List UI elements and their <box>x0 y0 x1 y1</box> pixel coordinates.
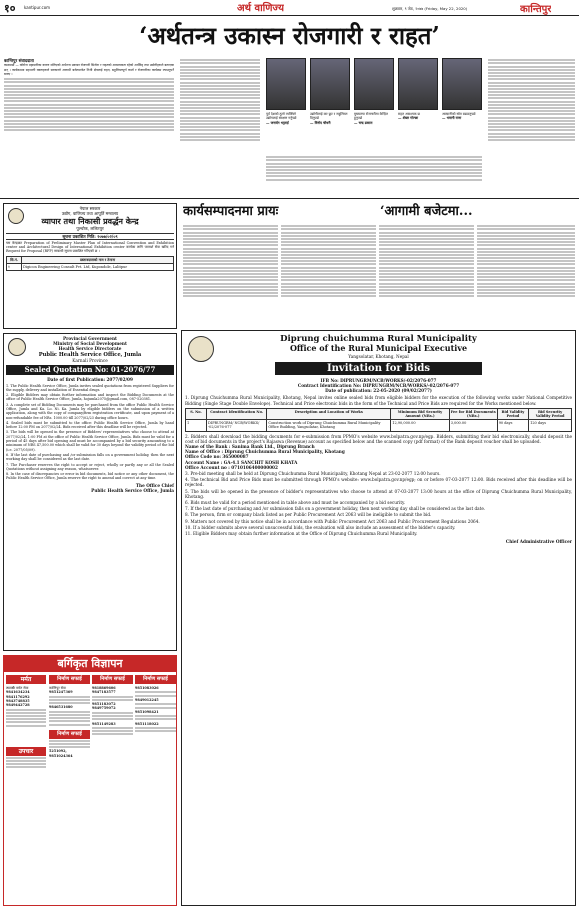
classified-col-1: मर्मत ठ्याक्कै मर्मत सेवा 9841634234 9841176292 9843748835 9849442728 उपचार <box>6 675 46 905</box>
portrait-text-row <box>266 155 482 196</box>
portrait-caption-3: मुख्यतया रोजगारीमा केन्द्रित हुनुपर्छ — चन्द्र ढकाल <box>354 112 388 125</box>
bid-item-7: 7. If the last date of purchasing and /or submission falls on a government holiday, then next working day shall be considered as the last date. <box>185 506 486 512</box>
portrait-caption-2: उद्योगीलाई कर छुट र सहुलियत दिनुपर्छ — विनोद चौधरी <box>310 112 348 125</box>
bid-item-8: 8. The person, firm or company black listed as per Public Procurement Act 2063 will be ineligible to submit the bid. <box>185 512 432 518</box>
quotation-item-3: 3. A complete set of Bidding Documents may be purchased from the office Public Health Service Office, Jumla and Ka. Lo. Ni. Ka. Jumla by eligible bidders on the submission of a written application, along with the copy of company/firm registration certificate, and upon payment of a non-refundable fee of NRs. 1000.00 till 2077/02/23 during office hours. <box>6 402 174 420</box>
masthead <box>0 0 579 16</box>
classified-col-4: निर्माण सफाई 9851083026 9849012245 9851098421 9851118022 <box>135 675 176 905</box>
subhead-left: कार्यसम्पादनमा प्रायः <box>183 204 279 219</box>
signatory: Chief Administrative Officer <box>505 539 572 545</box>
quotation-item-7: 7. The Purchaser reserves the right to accept or reject, wholly or partly any or all the Sealed Quotations without assigning any reason, whatsoever. <box>6 462 174 471</box>
nepal-emblem <box>8 338 26 356</box>
invitation-for-bids: Diprung chuichumma Rural Municipality Office of the Rural Municipal Executive Yangsolatar, Khotang, Nepal Invitation for Bids IFB No: DIPRUNGRM/NCB/WORKS/-02/2076-077 Contract Identification No: DIPRUNGRM/NCB/WORKS/-02/2076-077 Date of publication: 22-05-2020 (09/02/2077) 1. Diprung Chuichumma Rural Municipality, Khotang, Nepal invites online sealed bids from eligible bidders for the execution of the following works under National Competitive Bidding (Single Stage Double Envelope). Technical and Price electronic bids in the form of the Technical and Price Bids are required for the Works mentioned below. S. No. Contract Identification No. Description and Location of Works Minimum Bid Security Amount (NRs.) Fee for Bid Documents (NRs.) Bid Validity Period Bid Security Validity Period 1 DIPRUNGRM/ NCB/WORKS/ -02/2076-077 Construction work of Diprung Chuichumma Rural Municipality Office Building, Yangsolatar, Khotang 12,90,000.00 3,000.00 90 days 120 days 2. Bidders shall download the bidding documents for e-submission from PPMO's website www.bolpatra.gov.np/egp. Bidders, submitting their bid electronically, should deposit the cost of bid documents in the project's Rajaswa (Revenue) account as specified below and the scanned copy (pdf format) of the Bank deposit voucher shall be uploaded. Name of the Bank : Sanima Bank Ltd., Diprung Branch Name of Office : Diprung Chuichumma Rural Municipality, Khotang Office Code no: 365000087 Account Name : GA-4.1 SANCHIT KOSH KHATA Office Account no : 0710106400000002 3. Pre-bid meeting shall be held at Diprung Chuichumma Rural Municipality, Khotang Nepal at 23-02-2077 12:00 hours. 4. The technical Bid and Price Bids must be submitted through PPMO's website: www.bolpatra.gov.np/egp; on or before 07-03-2077 12:00. Bids received after this deadline will be rejected. 5. The bids will be opened in the presence of bidder's representatives who choose to attend at 07-03-2077 13:00 hours at the office of Diprung Chuichumma Rural Municipality, Khotang. 6. Bids must be valid for a period mentioned in table above and must be accompanied by a bid security. 7. If the last date of purchasing and /or submission falls on a government holiday, then next working day shall be considered as the last date. 8. The person, firm or company black listed as per Public Procurement Act 2063 will be ineligible to submit the bid. 9. Matters not covered by this notice shall be in accordance with Public Procurement Act 2063 and Public Procurement Regulations 2064. 10. If a bidder submits above several unsuccessful bids, the evaluation will also include an assessment of the bidder's capacity. 11. Eligible Bidders may obtain further information at the Office of Diprung Chuichumma Rural Municipality. Chief Administrative Officer <box>181 330 576 906</box>
divider <box>0 198 579 199</box>
quotation-item-1: 1. The Public Health Service Office, Jumla invites sealed quotations from registered Suppliers for the supply, delivery and installation of Essential drugs. <box>6 383 174 392</box>
classifieds-header: बर्गिकृत विज्ञापन <box>4 656 176 672</box>
trade-promotion-notice: नेपाल सरकार उद्योग, वाणिज्य तथा आपूर्ति मन्त्रालय व्यापार तथा निकासी प्रवर्द्धन केन्द्र पुल्चोक, ललितपुर सूचना प्रकाशित मिति: २०७७/०२/०९ यस केन्द्रबाट Preparation of Preliminary Master Plan of International Convention and Exhibition center and Architectural Design of International Exhibition center कार्यका लागि परामर्श सेवा खरिद गर्न Request for Proposal (RFP) सम्बन्धी सूचना प्रकाशित गरिएको छ । सि.नं. प्रस्तावदाताको नाम र ठेगाना १ Digicon Engineering Consult Pvt. Ltd, Kupondole, Lalitpur <box>3 203 177 329</box>
side-column <box>488 58 575 196</box>
lead-text: काठमाडौं — कोरोना महामारीका कारण थलिएको अर्थतन्त्र उकास्न रोजगारी सिर्जना र राहतको आवश्यकता रहेको अर्थविद् तथा उद्योगीहरूले बताएका छन् । कार्यक्रममा सहभागी वक्ताहरूले सरकारले आगामी बजेटमार्फत निजी क्षेत्रलाई राहत, सहुलियतपूर्ण कर्जा र रोजगारीका कार्यक्रम ल्याउनुपर्ने बताए । <box>4 63 174 77</box>
portrait-photo-5 <box>442 58 482 110</box>
classified-col-3: निर्माण सफाई 9818869606 9847183577 9851183072 9849759072 9851149283 <box>92 675 133 905</box>
office-account: Office Account no : 0710106400000002 <box>185 464 278 470</box>
bid-item-2: 2. Bidders shall download the bidding documents for e-submission from PPMO's website www.bolpatra.gov.np/egp. Bidders, submitting their bid electronically, should deposit the cost of bid documents in the project's Rajaswa (Revenue) account as specified below and the scanned copy (pdf format) of the Bank deposit voucher shall be uploaded. <box>185 433 572 444</box>
classified-col-2: निर्माण सफाई कान्तिपुर सेवा 9851247369 9846531680 निर्माण सफाई 5251092, 9851024364 <box>49 675 90 905</box>
bid-item-10: 10. If a bidder submits above several unsuccessful bids, the evaluation will also include an assessment of the bidder's capacity. <box>185 524 456 530</box>
page-number: १० <box>4 2 16 15</box>
sealed-quotation-notice: Provincial Government Ministry of Social Development Health Service Directorate Public Health Service Office, Jumla Karnali Province Sealed Quotation No: 01-2076/77 Date of first Publication: 2077/02/09 1. The Public Health Service Office, Jumla invites sealed quotations from registered Suppliers for the supply, delivery and installation of Essential drugs. 2. Eligible Bidders may obtain further information and inspect the Bidding Documents at the office of Public Health Service Office, Jumla, hojumla2075@gmail.com, 087-520381. 3. A complete set of Bidding Documents may be purchased from the office Public Health Service Office, Jumla and Ka. Lo. Ni. Ka. Jumla by eligible bidders on the submission of a written application, along with the copy of company/firm registration certificate, and upon payment of a non-refundable fee of NRs. 1000.00 till 2077/02/23 during office hours. 4. Sealed bids must be submitted to the office: Public Health Service Office, Jumla by hand before 12:00 PM on 2077/02/24. Bids received after this deadline will be rejected. 5. The bids will be opened in the presence of Bidders' representatives who choose to attend at 2077/02/24, 1:00 PM at the office of Public Health Service Office, Jumla. Bids must be valid for a period of 45 days after bid opening and must be accompanied by a bid security amounting to a minimum of NRS 47,500.00 which shall be valid for 30 days beyond the validity period of the bid (i.e. 2077/05/09). 6. If the last date of purchasing and /or submission falls on a government holiday, then the next working day shall be considered as the last date. 7. The Purchaser reserves the right to accept or reject, wholly or partly any or all the Sealed Quotations without assigning any reason, whatsoever. 8. In the case of discrepancies or error in bid documents, bid notice or any other document, the Public Health Service Office, Jumla reserve the right to amend and correct at any time. The Office Chief Public Health Service Office, Jumla <box>3 333 177 651</box>
portrait-photo-2 <box>310 58 350 110</box>
office-name: Name of Office : Diprung Chuichumma Rural Municipality, Khotang <box>185 449 345 455</box>
bid-item-3: 3. Pre-bid meeting shall be held at Diprung Chuichumma Rural Municipality, Khotang Nepal at 23-02-2077 12:00 hours. <box>185 470 441 476</box>
quotation-item-6: 6. If the last date of purchasing and /or submission falls on a government holiday, then the next working day shall be considered as the last date. <box>6 452 174 462</box>
story-columns <box>183 224 575 324</box>
quotation-item-2: 2. Eligible Bidders may obtain further information and inspect the Bidding Documents at the office of Public Health Service Office, Jumla, hojumla2075@gmail.com, 087-520381. <box>6 393 174 402</box>
portrait-caption-1: पूर्व देशको ठूलो व्यक्तिले उद्योगलाई संरक्षण गर्नुपर्छ — जनार्दन भट्टराई <box>266 112 297 125</box>
bid-item-11: 11. Eligible Bidders may obtain further information at the Office of Diprung Chuichumma Rural Municipality. <box>185 530 418 536</box>
bid-item-9: 9. Matters not covered by this notice shall be in accordance with Public Procurement Act 2063 and Public Procurement Regulations 2064. <box>185 518 480 524</box>
notice-org-title: व्यापार तथा निकासी प्रवर्द्धन केन्द्र <box>41 216 139 227</box>
quotation-item-4: 4. Sealed bids must be submitted to the office: Public Health Service Office, Jumla by hand before 12:00 PM on 2077/02/24. Bids received after this deadline will be rejected. <box>6 420 174 430</box>
byline: कान्तिपुर संवाददाता <box>4 58 34 63</box>
lead-story-continued <box>180 58 260 196</box>
bid-item-5: 5. The bids will be opened in the presence of bidder's representatives who choose to attend at 07-03-2077 13:00 hours at the office of Diprung Chuichumma Rural Municipality, Khotang. <box>185 488 572 499</box>
bank-name: Name of the Bank : Sanima Bank Ltd., Diprung Branch <box>185 443 315 449</box>
notice-table: सि.नं. प्रस्तावदाताको नाम र ठेगाना १ Digicon Engineering Consult Pvt. Ltd, Kupondole, Lalitpur <box>6 256 174 271</box>
bid-item-6: 6. Bids must be valid for a period mentioned in table above and must be accompanied by a bid security. <box>185 499 406 505</box>
portrait-caption-4: राहत आवश्यक छ — शेखर गोल्छा <box>398 112 420 121</box>
classifieds <box>3 655 177 906</box>
account-name: Account Name : GA-4.1 SANCHIT KOSH KHATA <box>185 459 298 465</box>
lead-story <box>4 58 174 196</box>
quotation-title: Sealed Quotation No: 01-2076/77 <box>6 365 174 375</box>
site-url[interactable]: kantipur.com <box>24 5 51 10</box>
subhead-right: ‘आगामी बजेटमा... <box>380 204 473 219</box>
brand-logo: कान्तिपुर <box>520 4 552 15</box>
bid-table: S. No. Contract Identification No. Description and Location of Works Minimum Bid Security Amount (NRs.) Fee for Bid Documents (NRs.) Bid Validity Period Bid Security Validity Period 1 DIPRUNGRM/ NCB/WORKS/ -02/2076-077 Construction work of Diprung Chuichumma Rural Municipality Office Building, Yangsolatar, Khotang 12,90,000.00 3,000.00 90 days 120 days <box>185 408 572 432</box>
main-headline: ‘अर्थतन्त्र उकास्न रोजगारी र राहत’ <box>139 21 440 50</box>
municipality-emblem <box>188 336 214 362</box>
portrait-photo-4 <box>398 58 438 110</box>
section-title: अर्थ वाणिज्य <box>237 3 285 14</box>
invitation-title: Invitation for Bids <box>275 362 482 375</box>
quotation-item-8: 8. In the case of discrepancies or error in bid documents, bid notice or any other document, the Public Health Service Office, Jumla reserve the right to amend and correct at any time. <box>6 472 174 481</box>
bid-item-4: 4. The technical Bid and Price Bids must be submitted through PPMO's website: www.bolpatra.gov.np/egp; on or before 07-03-2077 12:00. Bids received after this deadline will be rejected. <box>185 477 572 488</box>
notice-body: यस केन्द्रबाट Preparation of Preliminary Master Plan of International Convention and Exhibition center and Architectural Design of International Exhibition center कार्यका लागि परामर्श सेवा खरिद गर्न Request for Proposal (RFP) सम्बन्धी सूचना प्रकाशित गरिएको छ । <box>6 240 174 254</box>
portrait-photo-1 <box>266 58 306 110</box>
quotation-item-5: 5. The bids will be opened in the presence of Bidders' representatives who choose to attend at 2077/02/24, 1:00 PM at the office of Public Health Service Office, Jumla. Bids must be valid for a period of 45 days after bid opening and must be accompanied by a bid security amounting to a minimum of NRS 47,500.00 which shall be valid for 30 days beyond the validity period of the bid (i.e. 2077/05/09). <box>6 430 174 452</box>
portrait-caption-5: आम्दानीको स्रोत बढाउनुपर्छ — भवानी राणा <box>442 112 476 121</box>
office-code: Office Code no: 365000087 <box>185 454 249 460</box>
date-line: शुक्रबार, ९ जेठ, २०७७ (Friday, May 22, 2020) <box>392 6 468 11</box>
government-emblem <box>8 208 24 224</box>
portrait-photo-3 <box>354 58 394 110</box>
